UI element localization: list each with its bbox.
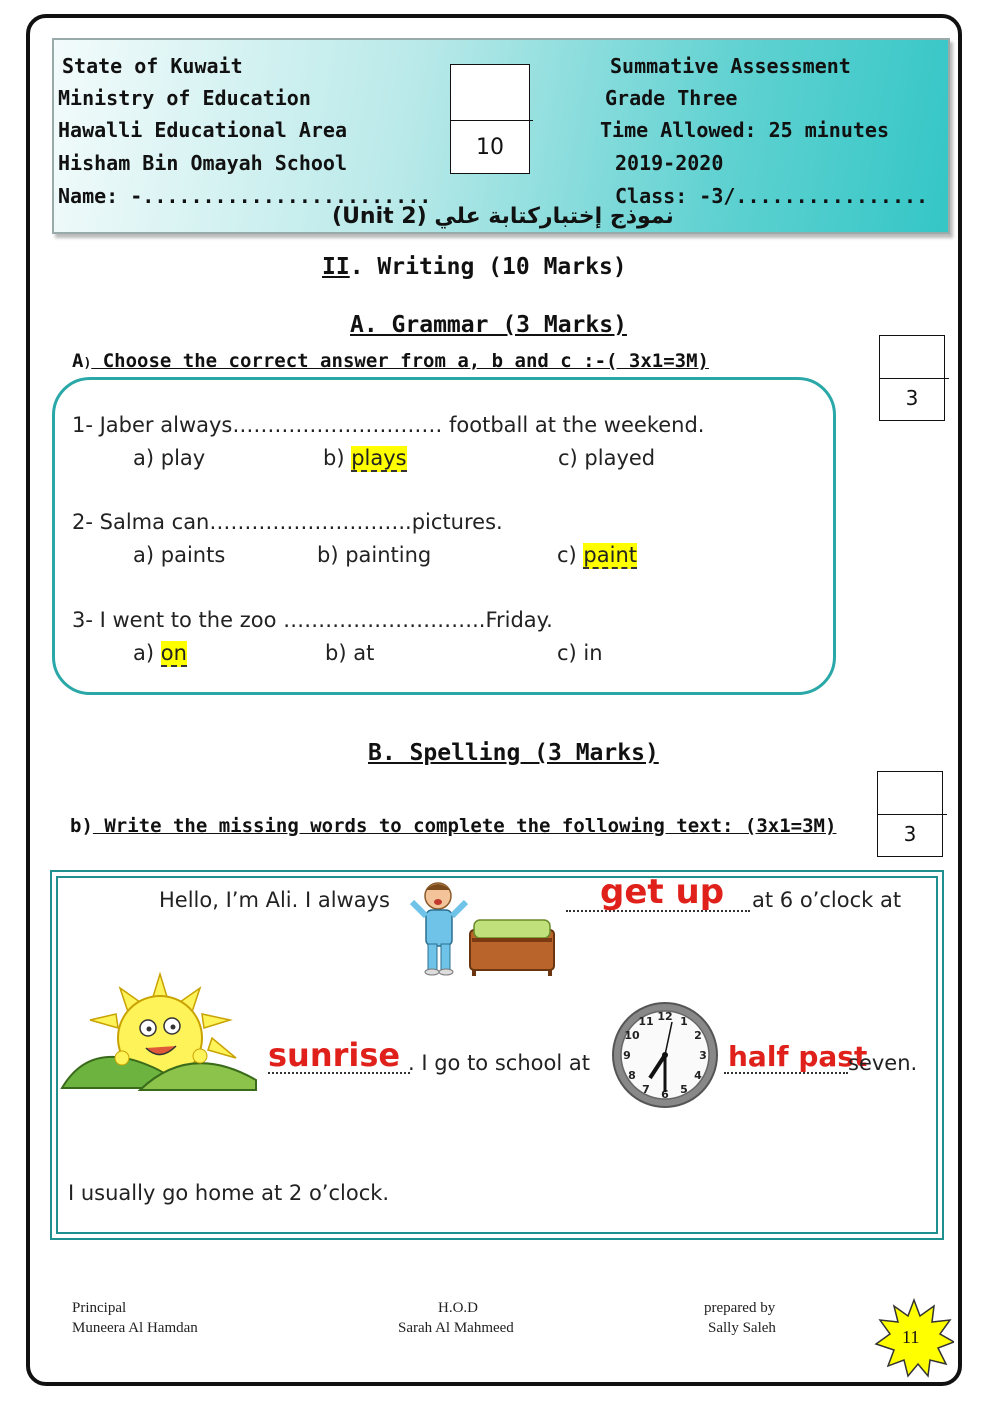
- question-1-option-a[interactable]: a) play: [133, 446, 206, 470]
- option-label: at: [353, 641, 375, 665]
- prepared-by-name: Sally Saleh: [708, 1320, 776, 1336]
- grammar-instr-prefix: A: [72, 350, 84, 372]
- svg-text:9: 9: [623, 1049, 631, 1062]
- section-title-text: . Writing (10 Marks): [349, 254, 627, 280]
- question-2-option-b[interactable]: b) painting: [317, 543, 432, 567]
- option-label: paints: [160, 543, 226, 567]
- spelling-text-1: Hello, I’m Ali. I always: [159, 888, 390, 912]
- answer-3: half past: [728, 1040, 868, 1073]
- svg-text:2: 2: [694, 1029, 702, 1042]
- page-number: 11: [902, 1327, 920, 1347]
- grammar-instr-text: Choose the correct answer from a, b and c :-( 3x1=3M): [91, 350, 709, 372]
- class-field[interactable]: Class: -3/................: [615, 184, 929, 208]
- question-1-option-b[interactable]: b) plays: [323, 446, 407, 470]
- spelling-title: B. Spelling (3 Marks): [368, 740, 659, 766]
- question-3-option-c[interactable]: c) in: [557, 641, 603, 665]
- answer-1: get up: [600, 872, 725, 912]
- spelling-text-2: at 6 o’clock at: [752, 888, 902, 912]
- section-title: [322, 254, 627, 280]
- svg-text:4: 4: [694, 1069, 702, 1082]
- sunrise-illustration: [60, 970, 260, 1095]
- ministry-label: Ministry of Education: [58, 86, 311, 110]
- year-label: 2019-2020: [615, 151, 724, 175]
- name-field[interactable]: Name: -........................: [58, 184, 432, 208]
- spelling-text-5: I usually go home at 2 o’clock.: [68, 1181, 390, 1205]
- spelling-text-4: seven.: [848, 1051, 918, 1075]
- option-label: played: [584, 446, 656, 470]
- selected-answer: plays: [351, 446, 407, 470]
- spelling-text-3: . I go to school at: [408, 1051, 590, 1075]
- spelling-marks: 3: [903, 822, 917, 846]
- section-numeral: II: [322, 254, 350, 280]
- grade-label: Grade Three: [605, 86, 738, 110]
- unit-title: نموذج إختباركتابة علي (Unit 2): [332, 204, 674, 229]
- total-score-box[interactable]: [450, 64, 530, 174]
- question-3-option-b[interactable]: b) at: [325, 641, 375, 665]
- assessment-label: Summative Assessment: [610, 54, 851, 78]
- principal-name: Muneera Al Hamdan: [72, 1320, 198, 1336]
- grammar-marks: 3: [905, 386, 919, 410]
- spelling-instr-text: Write the missing words to complete the following text: (3x1=3M): [92, 815, 837, 837]
- spelling-instruction: [70, 815, 836, 837]
- svg-text:1: 1: [680, 1015, 688, 1028]
- option-label: play: [160, 446, 206, 470]
- svg-text:3: 3: [699, 1049, 707, 1062]
- grammar-mark-box[interactable]: [879, 335, 945, 421]
- grammar-instr-paren: ): [83, 356, 92, 371]
- svg-text:11: 11: [638, 1015, 654, 1028]
- selected-answer: on: [160, 641, 187, 665]
- question-3-option-a[interactable]: a) on: [133, 641, 187, 665]
- hod-name: Sarah Al Mahmeed: [398, 1320, 514, 1336]
- svg-text:8: 8: [628, 1069, 636, 1082]
- svg-text:12: 12: [657, 1010, 673, 1023]
- boy-waking-up-illustration: [408, 878, 558, 978]
- question-2-option-a[interactable]: a) paints: [133, 543, 226, 567]
- spelling-mark-box[interactable]: [877, 771, 943, 857]
- clock-icon: [610, 1000, 720, 1110]
- prepared-by-label: prepared by: [704, 1300, 776, 1316]
- svg-text:5: 5: [680, 1083, 688, 1096]
- answer-2: sunrise: [268, 1036, 401, 1074]
- question-1-option-c[interactable]: c) played: [558, 446, 656, 470]
- selected-answer: paint: [583, 543, 637, 567]
- grammar-instruction: [72, 350, 709, 372]
- svg-text:6: 6: [661, 1088, 669, 1101]
- grammar-title: A. Grammar (3 Marks): [350, 312, 627, 338]
- svg-text:7: 7: [642, 1083, 650, 1096]
- total-score: 10: [476, 135, 504, 160]
- spelling-instr-prefix: b): [70, 815, 93, 837]
- area-label: Hawalli Educational Area: [58, 118, 347, 142]
- hod-label: H.O.D: [438, 1300, 478, 1316]
- svg-text:10: 10: [624, 1029, 640, 1042]
- option-label: in: [583, 641, 603, 665]
- state-label: State of Kuwait: [62, 54, 243, 78]
- question-2-text: 2- Salma can………………………..pictures.: [72, 510, 503, 534]
- principal-label: Principal: [72, 1300, 127, 1316]
- question-1-text: 1- Jaber always………………………… football at the weekend.: [72, 413, 705, 437]
- question-2-option-c[interactable]: c) paint: [557, 543, 637, 567]
- time-label: Time Allowed: 25 minutes: [600, 118, 889, 142]
- question-3-text: 3- I went to the zoo ………………………..Friday.: [72, 608, 553, 632]
- school-label: Hisham Bin Omayah School: [58, 151, 347, 175]
- option-label: painting: [345, 543, 432, 567]
